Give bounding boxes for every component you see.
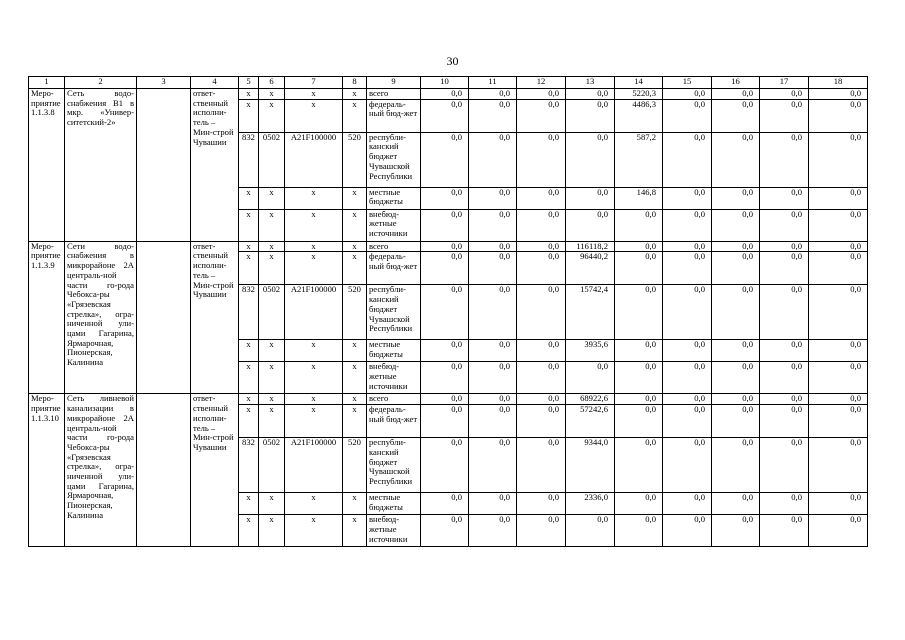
value-cell: 0,0	[663, 285, 712, 340]
value-cell: 0,0	[566, 515, 615, 547]
column-number-cell: 8	[343, 77, 367, 89]
code-cell: х	[259, 405, 285, 438]
value-cell: 0,0	[663, 493, 712, 515]
value-cell: 0,0	[517, 187, 566, 209]
value-cell: 0,0	[663, 89, 712, 100]
object-name-cell: Сеть водо-снабжения В1 в мкр. «Универ-ситетский-2»	[65, 89, 137, 242]
value-cell: 0,0	[566, 362, 615, 394]
value-cell: 0,0	[615, 252, 663, 285]
value-cell: 0,0	[712, 132, 760, 187]
code-cell: х	[259, 252, 285, 285]
code-cell: х	[239, 252, 259, 285]
value-cell: 0,0	[809, 209, 868, 241]
funding-source-cell: местные бюджеты	[367, 340, 421, 362]
value-cell: 0,0	[421, 405, 469, 438]
funding-source-cell: всего	[367, 89, 421, 100]
value-cell: 0,0	[469, 209, 517, 241]
code-cell: х	[259, 340, 285, 362]
code-cell: 832	[239, 285, 259, 340]
value-cell: 0,0	[517, 132, 566, 187]
value-cell: 0,0	[517, 515, 566, 547]
value-cell: 0,0	[566, 132, 615, 187]
value-cell: 0,0	[566, 89, 615, 100]
code-cell: х	[285, 209, 343, 241]
value-cell: 0,0	[615, 405, 663, 438]
value-cell: 0,0	[760, 132, 809, 187]
value-cell: 0,0	[517, 493, 566, 515]
value-cell: 0,0	[517, 394, 566, 405]
empty-cell	[137, 394, 191, 547]
value-cell: 0,0	[663, 241, 712, 252]
column-number-cell: 17	[760, 77, 809, 89]
code-cell: 0502	[259, 285, 285, 340]
code-cell: х	[239, 340, 259, 362]
funding-source-cell: всего	[367, 394, 421, 405]
column-number-cell: 2	[65, 77, 137, 89]
code-cell: A21F100000	[285, 285, 343, 340]
value-cell: 0,0	[663, 362, 712, 394]
value-cell: 0,0	[712, 493, 760, 515]
budget-table	[28, 76, 868, 547]
value-cell: 0,0	[663, 394, 712, 405]
code-cell: х	[239, 394, 259, 405]
value-cell: 587,2	[615, 132, 663, 187]
code-cell: х	[239, 99, 259, 132]
value-cell: 0,0	[760, 187, 809, 209]
value-cell: 0,0	[469, 89, 517, 100]
value-cell: 0,0	[517, 438, 566, 493]
code-cell: х	[259, 493, 285, 515]
value-cell: 0,0	[809, 252, 868, 285]
value-cell: 0,0	[469, 493, 517, 515]
value-cell: 0,0	[760, 285, 809, 340]
code-cell: х	[259, 187, 285, 209]
value-cell: 0,0	[517, 362, 566, 394]
value-cell: 0,0	[421, 340, 469, 362]
funding-source-cell: федераль-ный бюд-жет	[367, 405, 421, 438]
column-number-cell: 16	[712, 77, 760, 89]
event-cell: Меро-приятие 1.1.3.10	[29, 394, 65, 547]
code-cell: х	[285, 405, 343, 438]
value-cell: 0,0	[615, 209, 663, 241]
value-cell: 0,0	[469, 394, 517, 405]
value-cell: 0,0	[517, 340, 566, 362]
value-cell: 0,0	[469, 187, 517, 209]
value-cell: 0,0	[421, 187, 469, 209]
value-cell: 4486,3	[615, 99, 663, 132]
funding-source-cell: республи-канский бюджет Чувашской Республики	[367, 285, 421, 340]
value-cell: 116118,2	[566, 241, 615, 252]
value-cell: 0,0	[421, 285, 469, 340]
code-cell: х	[343, 394, 367, 405]
value-cell: 0,0	[469, 362, 517, 394]
funding-source-cell: федераль-ный бюд-жет	[367, 99, 421, 132]
code-cell: х	[259, 241, 285, 252]
value-cell: 0,0	[566, 99, 615, 132]
value-cell: 0,0	[809, 340, 868, 362]
value-cell: 0,0	[760, 340, 809, 362]
code-cell: х	[285, 493, 343, 515]
value-cell: 0,0	[760, 515, 809, 547]
code-cell: х	[343, 187, 367, 209]
code-cell: х	[239, 515, 259, 547]
value-cell: 0,0	[809, 362, 868, 394]
value-cell: 0,0	[615, 493, 663, 515]
table-row	[29, 394, 868, 405]
column-number-cell: 14	[615, 77, 663, 89]
value-cell: 0,0	[615, 362, 663, 394]
value-cell: 0,0	[712, 438, 760, 493]
value-cell: 0,0	[663, 515, 712, 547]
table-row	[29, 89, 868, 100]
value-cell: 0,0	[809, 438, 868, 493]
value-cell: 0,0	[712, 89, 760, 100]
table-row	[29, 241, 868, 252]
value-cell: 0,0	[712, 515, 760, 547]
page-number: 30	[446, 54, 459, 68]
value-cell: 0,0	[421, 241, 469, 252]
value-cell: 0,0	[712, 405, 760, 438]
value-cell: 96440,2	[566, 252, 615, 285]
value-cell: 0,0	[809, 405, 868, 438]
value-cell: 0,0	[517, 89, 566, 100]
value-cell: 0,0	[712, 285, 760, 340]
value-cell: 0,0	[809, 89, 868, 100]
value-cell: 68922,6	[566, 394, 615, 405]
code-cell: A21F100000	[285, 438, 343, 493]
value-cell: 0,0	[760, 99, 809, 132]
value-cell: 0,0	[809, 394, 868, 405]
funding-source-cell: местные бюджеты	[367, 493, 421, 515]
code-cell: х	[239, 405, 259, 438]
value-cell: 0,0	[615, 340, 663, 362]
value-cell: 0,0	[809, 285, 868, 340]
code-cell: х	[343, 241, 367, 252]
value-cell: 0,0	[566, 187, 615, 209]
code-cell: х	[259, 515, 285, 547]
value-cell: 0,0	[469, 515, 517, 547]
column-number-cell: 12	[517, 77, 566, 89]
value-cell: 15742,4	[566, 285, 615, 340]
value-cell: 0,0	[421, 515, 469, 547]
executor-cell: ответ-ственный исполни-тель – Мин-строй Чувашии	[191, 89, 239, 242]
value-cell: 0,0	[421, 438, 469, 493]
code-cell: х	[285, 241, 343, 252]
code-cell: х	[239, 89, 259, 100]
column-number-cell: 5	[239, 77, 259, 89]
code-cell: х	[259, 89, 285, 100]
code-cell: х	[239, 362, 259, 394]
code-cell: х	[343, 340, 367, 362]
code-cell: х	[259, 394, 285, 405]
value-cell: 0,0	[469, 438, 517, 493]
value-cell: 57242,6	[566, 405, 615, 438]
code-cell: 0502	[259, 132, 285, 187]
column-number-cell: 11	[469, 77, 517, 89]
column-number-cell: 4	[191, 77, 239, 89]
column-number-cell: 15	[663, 77, 712, 89]
column-number-cell: 3	[137, 77, 191, 89]
value-cell: 0,0	[615, 438, 663, 493]
value-cell: 0,0	[712, 99, 760, 132]
value-cell: 0,0	[421, 132, 469, 187]
value-cell: 0,0	[615, 285, 663, 340]
code-cell: х	[343, 493, 367, 515]
value-cell: 0,0	[469, 405, 517, 438]
code-cell: 520	[343, 285, 367, 340]
funding-source-cell: местные бюджеты	[367, 187, 421, 209]
code-cell: х	[343, 515, 367, 547]
column-number-cell: 10	[421, 77, 469, 89]
value-cell: 0,0	[566, 209, 615, 241]
value-cell: 3935,6	[566, 340, 615, 362]
value-cell: 0,0	[809, 187, 868, 209]
code-cell: х	[285, 394, 343, 405]
value-cell: 0,0	[517, 252, 566, 285]
value-cell: 0,0	[615, 241, 663, 252]
column-number-cell: 13	[566, 77, 615, 89]
event-cell: Меро-приятие 1.1.3.8	[29, 89, 65, 242]
code-cell: х	[239, 241, 259, 252]
code-cell: 520	[343, 438, 367, 493]
value-cell: 0,0	[760, 252, 809, 285]
column-number-cell: 7	[285, 77, 343, 89]
value-cell: 0,0	[712, 394, 760, 405]
value-cell: 0,0	[421, 493, 469, 515]
value-cell: 0,0	[421, 394, 469, 405]
value-cell: 0,0	[663, 132, 712, 187]
code-cell: 520	[343, 132, 367, 187]
value-cell: 0,0	[760, 89, 809, 100]
value-cell: 0,0	[760, 362, 809, 394]
object-name-cell: Сеть ливневой канализации в микрорайоне 2А централь-ной части го-рода Чебокса-ры «Грязевская стрелка», огра-ниченной ули-цами Гагарина, Ярмарочная, Пионерская, Калинина	[65, 394, 137, 547]
value-cell: 0,0	[517, 285, 566, 340]
value-cell: 0,0	[712, 187, 760, 209]
value-cell: 0,0	[760, 241, 809, 252]
code-cell: х	[239, 209, 259, 241]
funding-source-cell: республи-канский бюджет Чувашской Республики	[367, 132, 421, 187]
value-cell: 2336,0	[566, 493, 615, 515]
column-number-cell: 9	[367, 77, 421, 89]
value-cell: 0,0	[712, 209, 760, 241]
value-cell: 0,0	[809, 99, 868, 132]
event-cell: Меро-приятие 1.1.3.9	[29, 241, 65, 394]
value-cell: 0,0	[809, 515, 868, 547]
value-cell: 0,0	[712, 340, 760, 362]
code-cell: х	[239, 187, 259, 209]
code-cell: х	[239, 493, 259, 515]
code-cell: х	[259, 209, 285, 241]
code-cell: х	[343, 362, 367, 394]
value-cell: 0,0	[469, 99, 517, 132]
code-cell: х	[343, 405, 367, 438]
value-cell: 0,0	[760, 438, 809, 493]
empty-cell	[137, 89, 191, 242]
code-cell: х	[259, 99, 285, 132]
value-cell: 0,0	[809, 493, 868, 515]
value-cell: 0,0	[469, 285, 517, 340]
value-cell: 146,8	[615, 187, 663, 209]
value-cell: 9344,0	[566, 438, 615, 493]
value-cell: 0,0	[469, 340, 517, 362]
value-cell: 0,0	[712, 252, 760, 285]
value-cell: 0,0	[760, 394, 809, 405]
value-cell: 0,0	[712, 241, 760, 252]
funding-source-cell: внебюд-жетные источники	[367, 362, 421, 394]
executor-cell: ответ-ственный исполни-тель – Мин-строй Чувашии	[191, 241, 239, 394]
value-cell: 0,0	[421, 209, 469, 241]
value-cell: 0,0	[760, 209, 809, 241]
code-cell: х	[259, 362, 285, 394]
executor-cell: ответ-ственный исполни-тель – Мин-строй Чувашии	[191, 394, 239, 547]
code-cell: 832	[239, 438, 259, 493]
column-number-row	[29, 77, 868, 89]
funding-source-cell: внебюд-жетные источники	[367, 209, 421, 241]
value-cell: 0,0	[421, 89, 469, 100]
value-cell: 0,0	[469, 252, 517, 285]
code-cell: х	[285, 89, 343, 100]
value-cell: 0,0	[663, 187, 712, 209]
value-cell: 0,0	[809, 132, 868, 187]
value-cell: 0,0	[663, 99, 712, 132]
value-cell: 0,0	[615, 515, 663, 547]
value-cell: 0,0	[663, 209, 712, 241]
code-cell: х	[285, 340, 343, 362]
funding-source-cell: республи-канский бюджет Чувашской Республики	[367, 438, 421, 493]
funding-source-cell: внебюд-жетные источники	[367, 515, 421, 547]
value-cell: 0,0	[760, 493, 809, 515]
column-number-cell: 6	[259, 77, 285, 89]
value-cell: 0,0	[517, 241, 566, 252]
object-name-cell: Сети водо-снабжения в микрорайоне 2А централь-ной части го-рода Чебокса-ры «Грязевская стрелка», огра-ниченной ули-цами Гагарина, Ярмарочная, Пионерская, Калинина	[65, 241, 137, 394]
funding-source-cell: федераль-ный бюд-жет	[367, 252, 421, 285]
code-cell: A21F100000	[285, 132, 343, 187]
value-cell: 0,0	[517, 405, 566, 438]
funding-source-cell: всего	[367, 241, 421, 252]
code-cell: х	[285, 362, 343, 394]
value-cell: 0,0	[663, 438, 712, 493]
code-cell: х	[285, 187, 343, 209]
value-cell: 0,0	[760, 405, 809, 438]
value-cell: 0,0	[421, 362, 469, 394]
code-cell: 832	[239, 132, 259, 187]
code-cell: х	[285, 99, 343, 132]
value-cell: 0,0	[663, 405, 712, 438]
value-cell: 0,0	[421, 252, 469, 285]
empty-cell	[137, 241, 191, 394]
code-cell: 0502	[259, 438, 285, 493]
code-cell: х	[343, 99, 367, 132]
code-cell: х	[285, 515, 343, 547]
value-cell: 0,0	[517, 99, 566, 132]
column-number-cell: 1	[29, 77, 65, 89]
value-cell: 0,0	[469, 132, 517, 187]
value-cell: 0,0	[663, 340, 712, 362]
value-cell: 0,0	[663, 252, 712, 285]
value-cell: 0,0	[517, 209, 566, 241]
code-cell: х	[343, 252, 367, 285]
value-cell: 0,0	[712, 362, 760, 394]
value-cell: 0,0	[809, 241, 868, 252]
value-cell: 0,0	[469, 241, 517, 252]
code-cell: х	[285, 252, 343, 285]
value-cell: 0,0	[615, 394, 663, 405]
value-cell: 0,0	[421, 99, 469, 132]
column-number-cell: 18	[809, 77, 868, 89]
code-cell: х	[343, 89, 367, 100]
value-cell: 5220,3	[615, 89, 663, 100]
code-cell: х	[343, 209, 367, 241]
